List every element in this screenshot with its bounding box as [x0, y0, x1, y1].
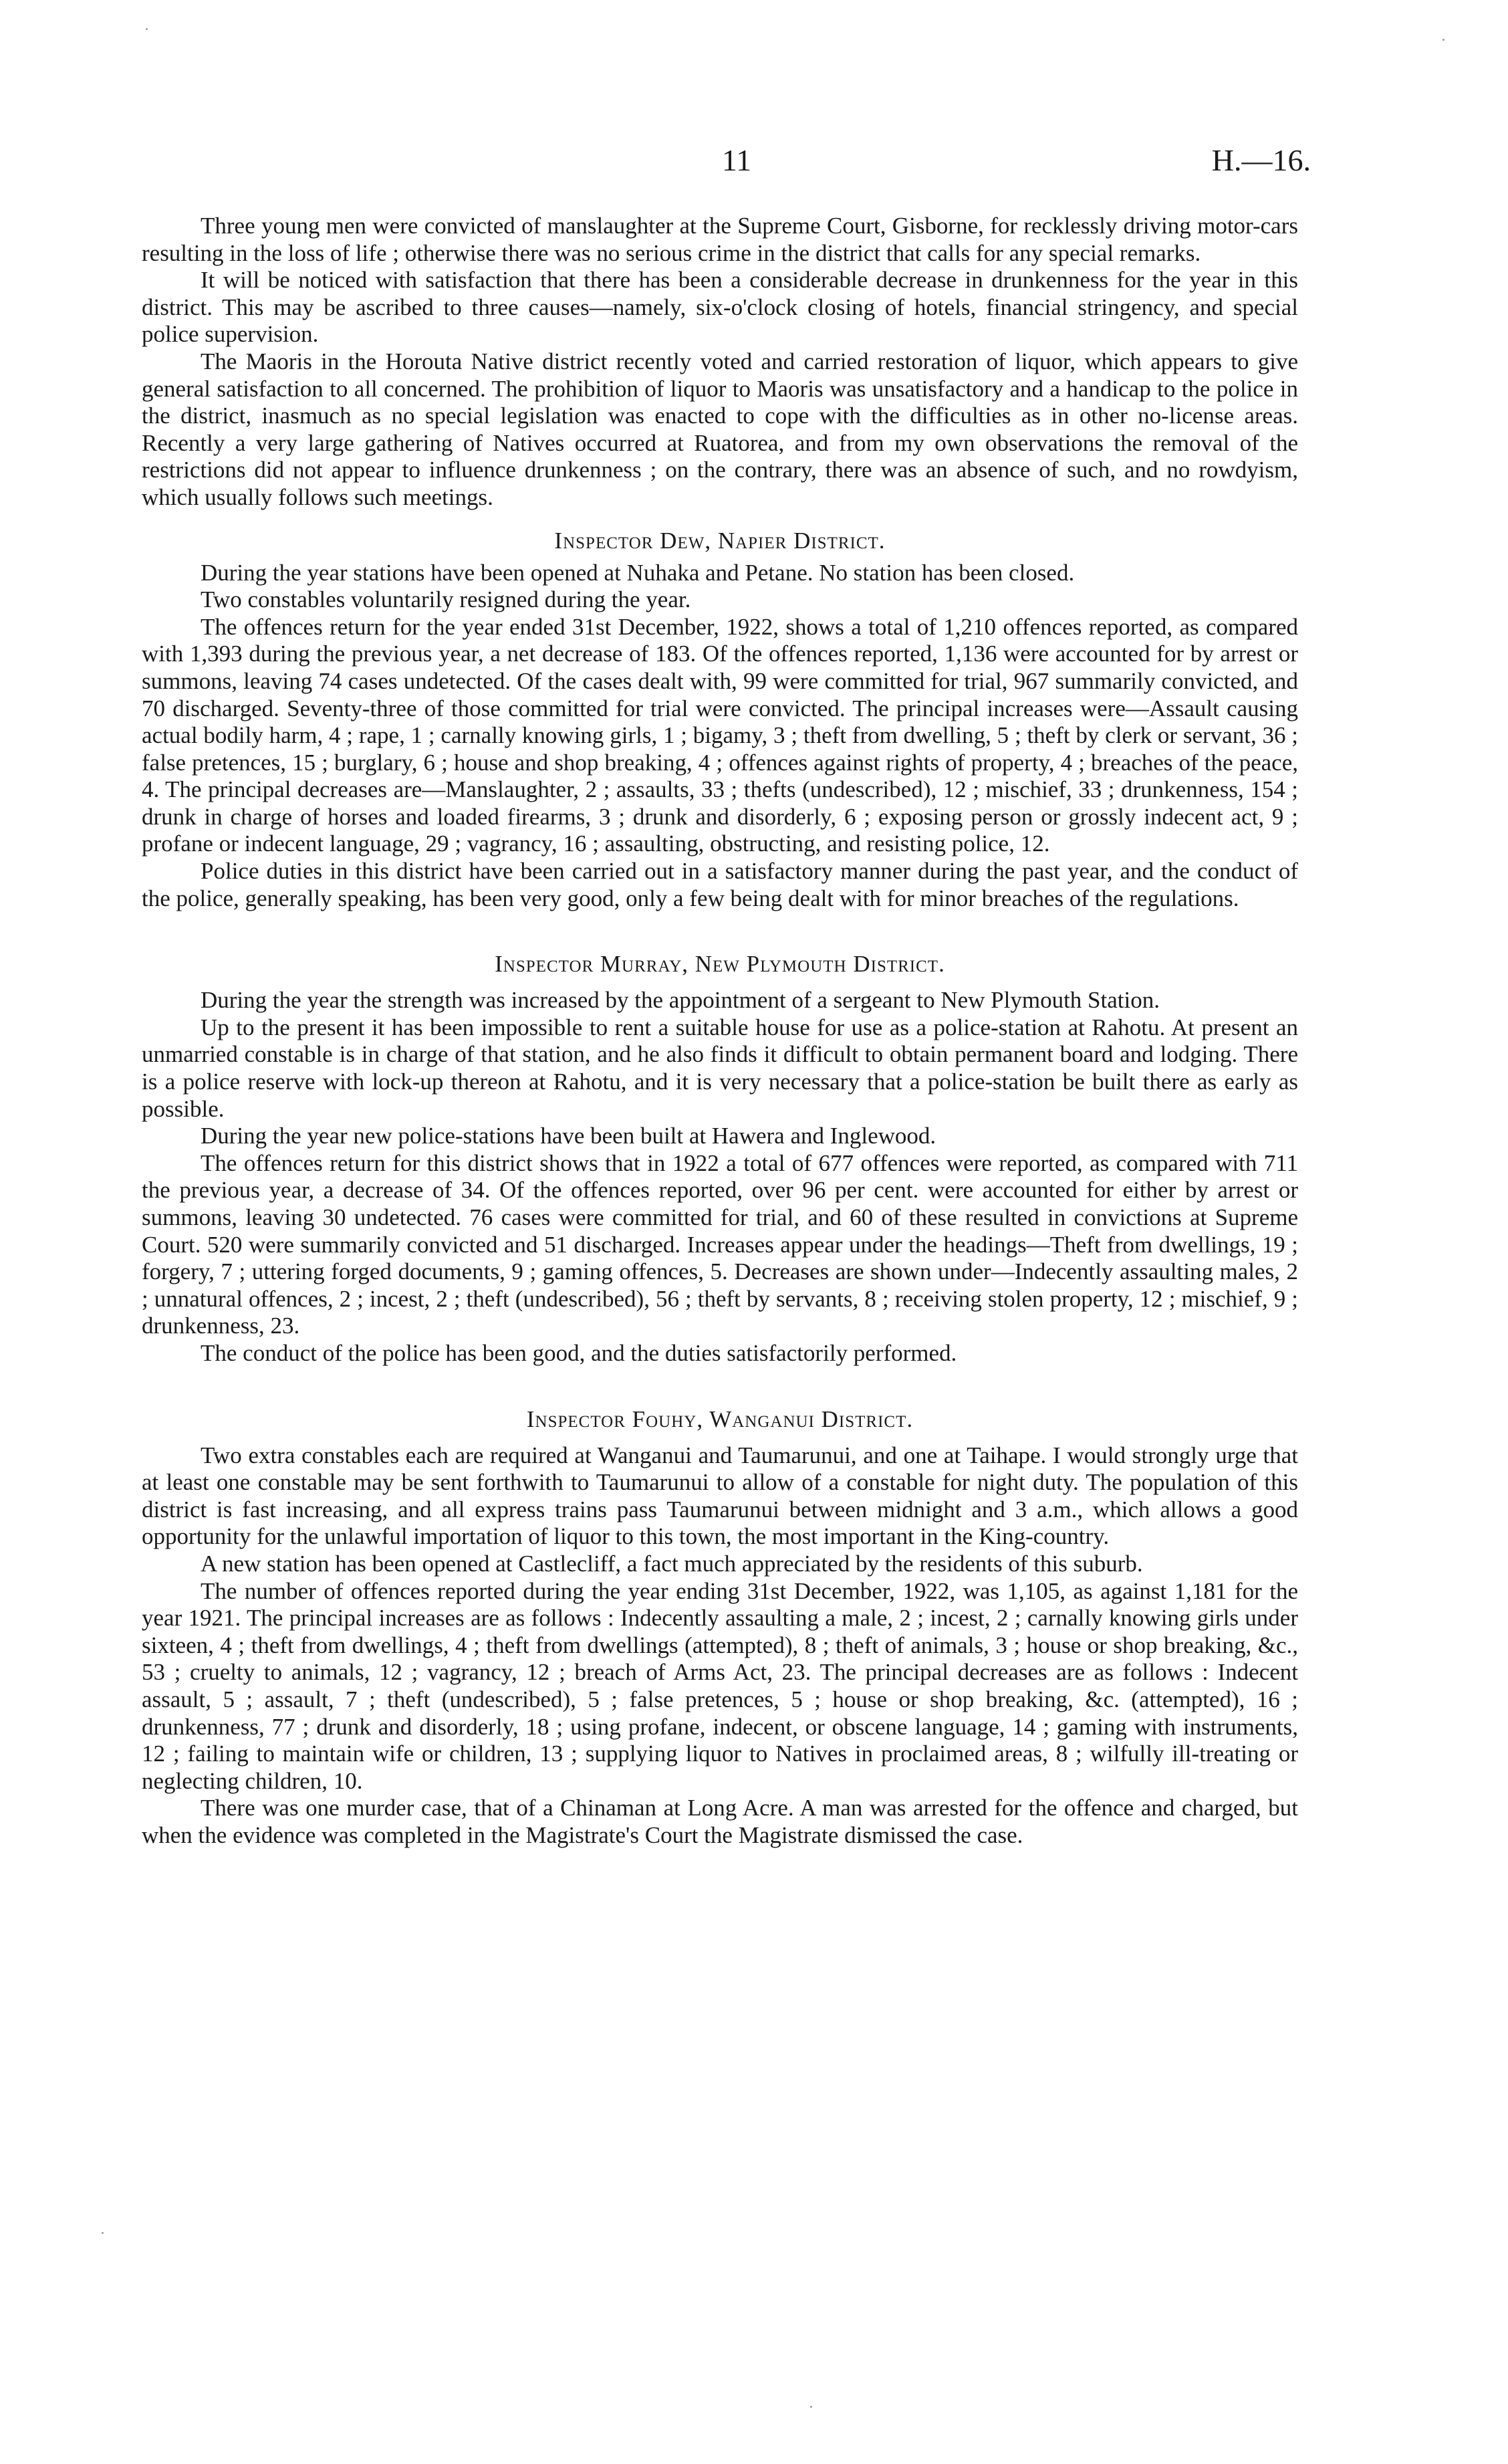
- paragraph: The Maoris in the Horouta Native district recently voted and carried restoration of liquor, which appears to give general satisfaction to all concerned. The prohibition of liquor to Maoris was unsatisfactory and a handicap to the police in the district, inasmuch as no special legislation was enacted to cope with the difficulties as in other no-license areas. Recently a very large gathering of Natives occurred at Ruatorea, and from my own observations the removal of the restrictions did not appear to influence drunkenness ; on the contrary, there was an absence of such, and no rowdyism, which usually follows such meetings.: [142, 348, 1298, 510]
- paragraph: The offences return for this district shows that in 1922 a total of 677 offences were reported, as compared with 711 the previous year, a decrease of 34. Of the offences reported, over 96 per cent. were accounted for either by arrest or summons, leaving 30 undetected. 76 cases were committed for trial, and 60 of these resulted in convictions at Supreme Court. 520 were summarily convicted and 51 discharged. Increases appear under the headings—Theft from dwellings, 19 ; forgery, 7 ; uttering forged documents, 9 ; gaming offences, 5. Decreases are shown under—Indecently assaulting males, 2 ; unnatural offences, 2 ; incest, 2 ; theft (undescribed), 56 ; theft by servants, 8 ; receiving stolen property, 12 ; mischief, 9 ; drunkenness, 23.: [142, 1149, 1298, 1339]
- page-number: 11: [721, 143, 752, 177]
- paragraph: Up to the present it has been impossible to rent a suitable house for use as a police-station at Rahotu. At present an unmarried constable is in charge of that station, and he also finds it difficult to obtain permanent board and lodging. There is a police reserve with lock-up thereon at Rahotu, and it is very necessary that a police-station be built there as early as possible.: [142, 1014, 1298, 1122]
- paragraph: It will be noticed with satisfaction that there has been a considerable decrease in drunkenness for the year in this district. This may be ascribed to three causes—namely, six-o'clock closing of hotels, financial stringency, and special police supervision.: [142, 267, 1298, 348]
- paragraph: The offences return for the year ended 31st December, 1922, shows a total of 1,210 offences reported, as compared with 1,393 during the previous year, a net decrease of 183. Of the offences reported, 1,136 were accounted for by arrest or summons, leaving 74 cases undetected. Of the cases dealt with, 99 were committed for trial, 967 summarily convicted, and 70 discharged. Seventy-three of those committed for trial were convicted. The principal increases were—Assault causing actual bodily harm, 4 ; rape, 1 ; carnally knowing girls, 1 ; bigamy, 3 ; theft from dwelling, 5 ; theft by clerk or servant, 36 ; false pretences, 15 ; burglary, 6 ; house and shop breaking, 4 ; offences against rights of property, 4 ; breaches of the peace, 4. The principal decreases are—Manslaughter, 2 ; assaults, 33 ; thefts (undescribed), 12 ; mischief, 33 ; drunkenness, 154 ; drunk in charge of horses and loaded firearms, 3 ; drunk and disorderly, 6 ; exposing person or grossly indecent act, 9 ; profane or indecent language, 29 ; vagrancy, 16 ; assaulting, obstructing, and resisting police, 12.: [142, 613, 1298, 857]
- scan-speck: [102, 2232, 104, 2234]
- paragraph: Two constables voluntarily resigned during the year.: [201, 586, 691, 613]
- scan-speck: [810, 2406, 812, 2408]
- scan-speck: [1442, 39, 1444, 41]
- paragraph: The number of offences reported during the year ending 31st December, 1922, was 1,105, as against 1,181 for the year 1921. The principal increases are as follows : Indecently assaulting a male, 2 ; incest, 2 ; carnally knowing girls under sixteen, 4 ; theft from dwellings, 4 ; theft from dwellings (attempted), 8 ; theft of animals, 3 ; house or shop breaking, &c., 53 ; cruelty to animals, 12 ; vagrancy, 12 ; breach of Arms Act, 23. The principal decreases are as follows : Indecent assault, 5 ; assault, 7 ; theft (undescribed), 5 ; false pretences, 5 ; house or shop breaking, &c. (attempted), 16 ; drunkenness, 77 ; drunk and disorderly, 18 ; using profane, indecent, or obscene language, 14 ; gaming with instruments, 12 ; failing to maintain wife or children, 13 ; supplying liquor to Natives in proclaimed areas, 8 ; wilfully ill-treating or neglecting children, 10.: [142, 1577, 1298, 1794]
- paragraph: During the year the strength was increased by the appointment of a sergeant to New Plymouth Station.: [201, 987, 1160, 1014]
- paragraph: Police duties in this district have been carried out in a satisfactory manner during the past year, and the conduct of the police, generally speaking, has been very good, only a few being dealt with for minor breaches of the regulations.: [142, 858, 1298, 911]
- section-heading-wanganui: Inspector Fouhy, Wanganui District.: [526, 1406, 914, 1432]
- paragraph: Two extra constables each are required at Wanganui and Taumarunui, and one at Taihape. I would strongly urge that at least one constable may be sent forthwith to Taumarunui to allow of a constable for night duty. The population of this district is fast increasing, and all express trains pass Taumarunui between midnight and 3 a.m., which allows a good opportunity for the unlawful importation of liquor to this town, the most important in the King-country.: [142, 1442, 1298, 1550]
- running-head: [0, 140, 1508, 181]
- paragraph: During the year new police-stations have been built at Hawera and Inglewood.: [201, 1123, 936, 1149]
- scan-speck: [146, 28, 148, 30]
- sheet-reference: H.—16.: [1211, 143, 1311, 177]
- paragraph: The conduct of the police has been good, and the duties satisfactorily performed.: [201, 1339, 957, 1366]
- paragraph: There was one murder case, that of a Chinaman at Long Acre. A man was arrested for the offence and charged, but when the evidence was completed in the Magistrate's Court the Magistrate dismissed the case.: [142, 1795, 1298, 1848]
- paragraph: During the year stations have been opened at Nuhaka and Petane. No station has been closed.: [201, 559, 1075, 586]
- paragraph: A new station has been opened at Castlecliff, a fact much appreciated by the residents of this suburb.: [201, 1550, 1143, 1577]
- paragraph: Three young men were convicted of manslaughter at the Supreme Court, Gisborne, for recklessly driving motor-cars resulting in the loss of life ; otherwise there was no serious crime in the district that calls for any special remarks.: [142, 213, 1298, 266]
- section-heading-napier: Inspector Dew, Napier District.: [554, 527, 886, 554]
- section-heading-new-plymouth: Inspector Murray, New Plymouth District.: [495, 951, 945, 978]
- body-text: [142, 213, 1298, 1849]
